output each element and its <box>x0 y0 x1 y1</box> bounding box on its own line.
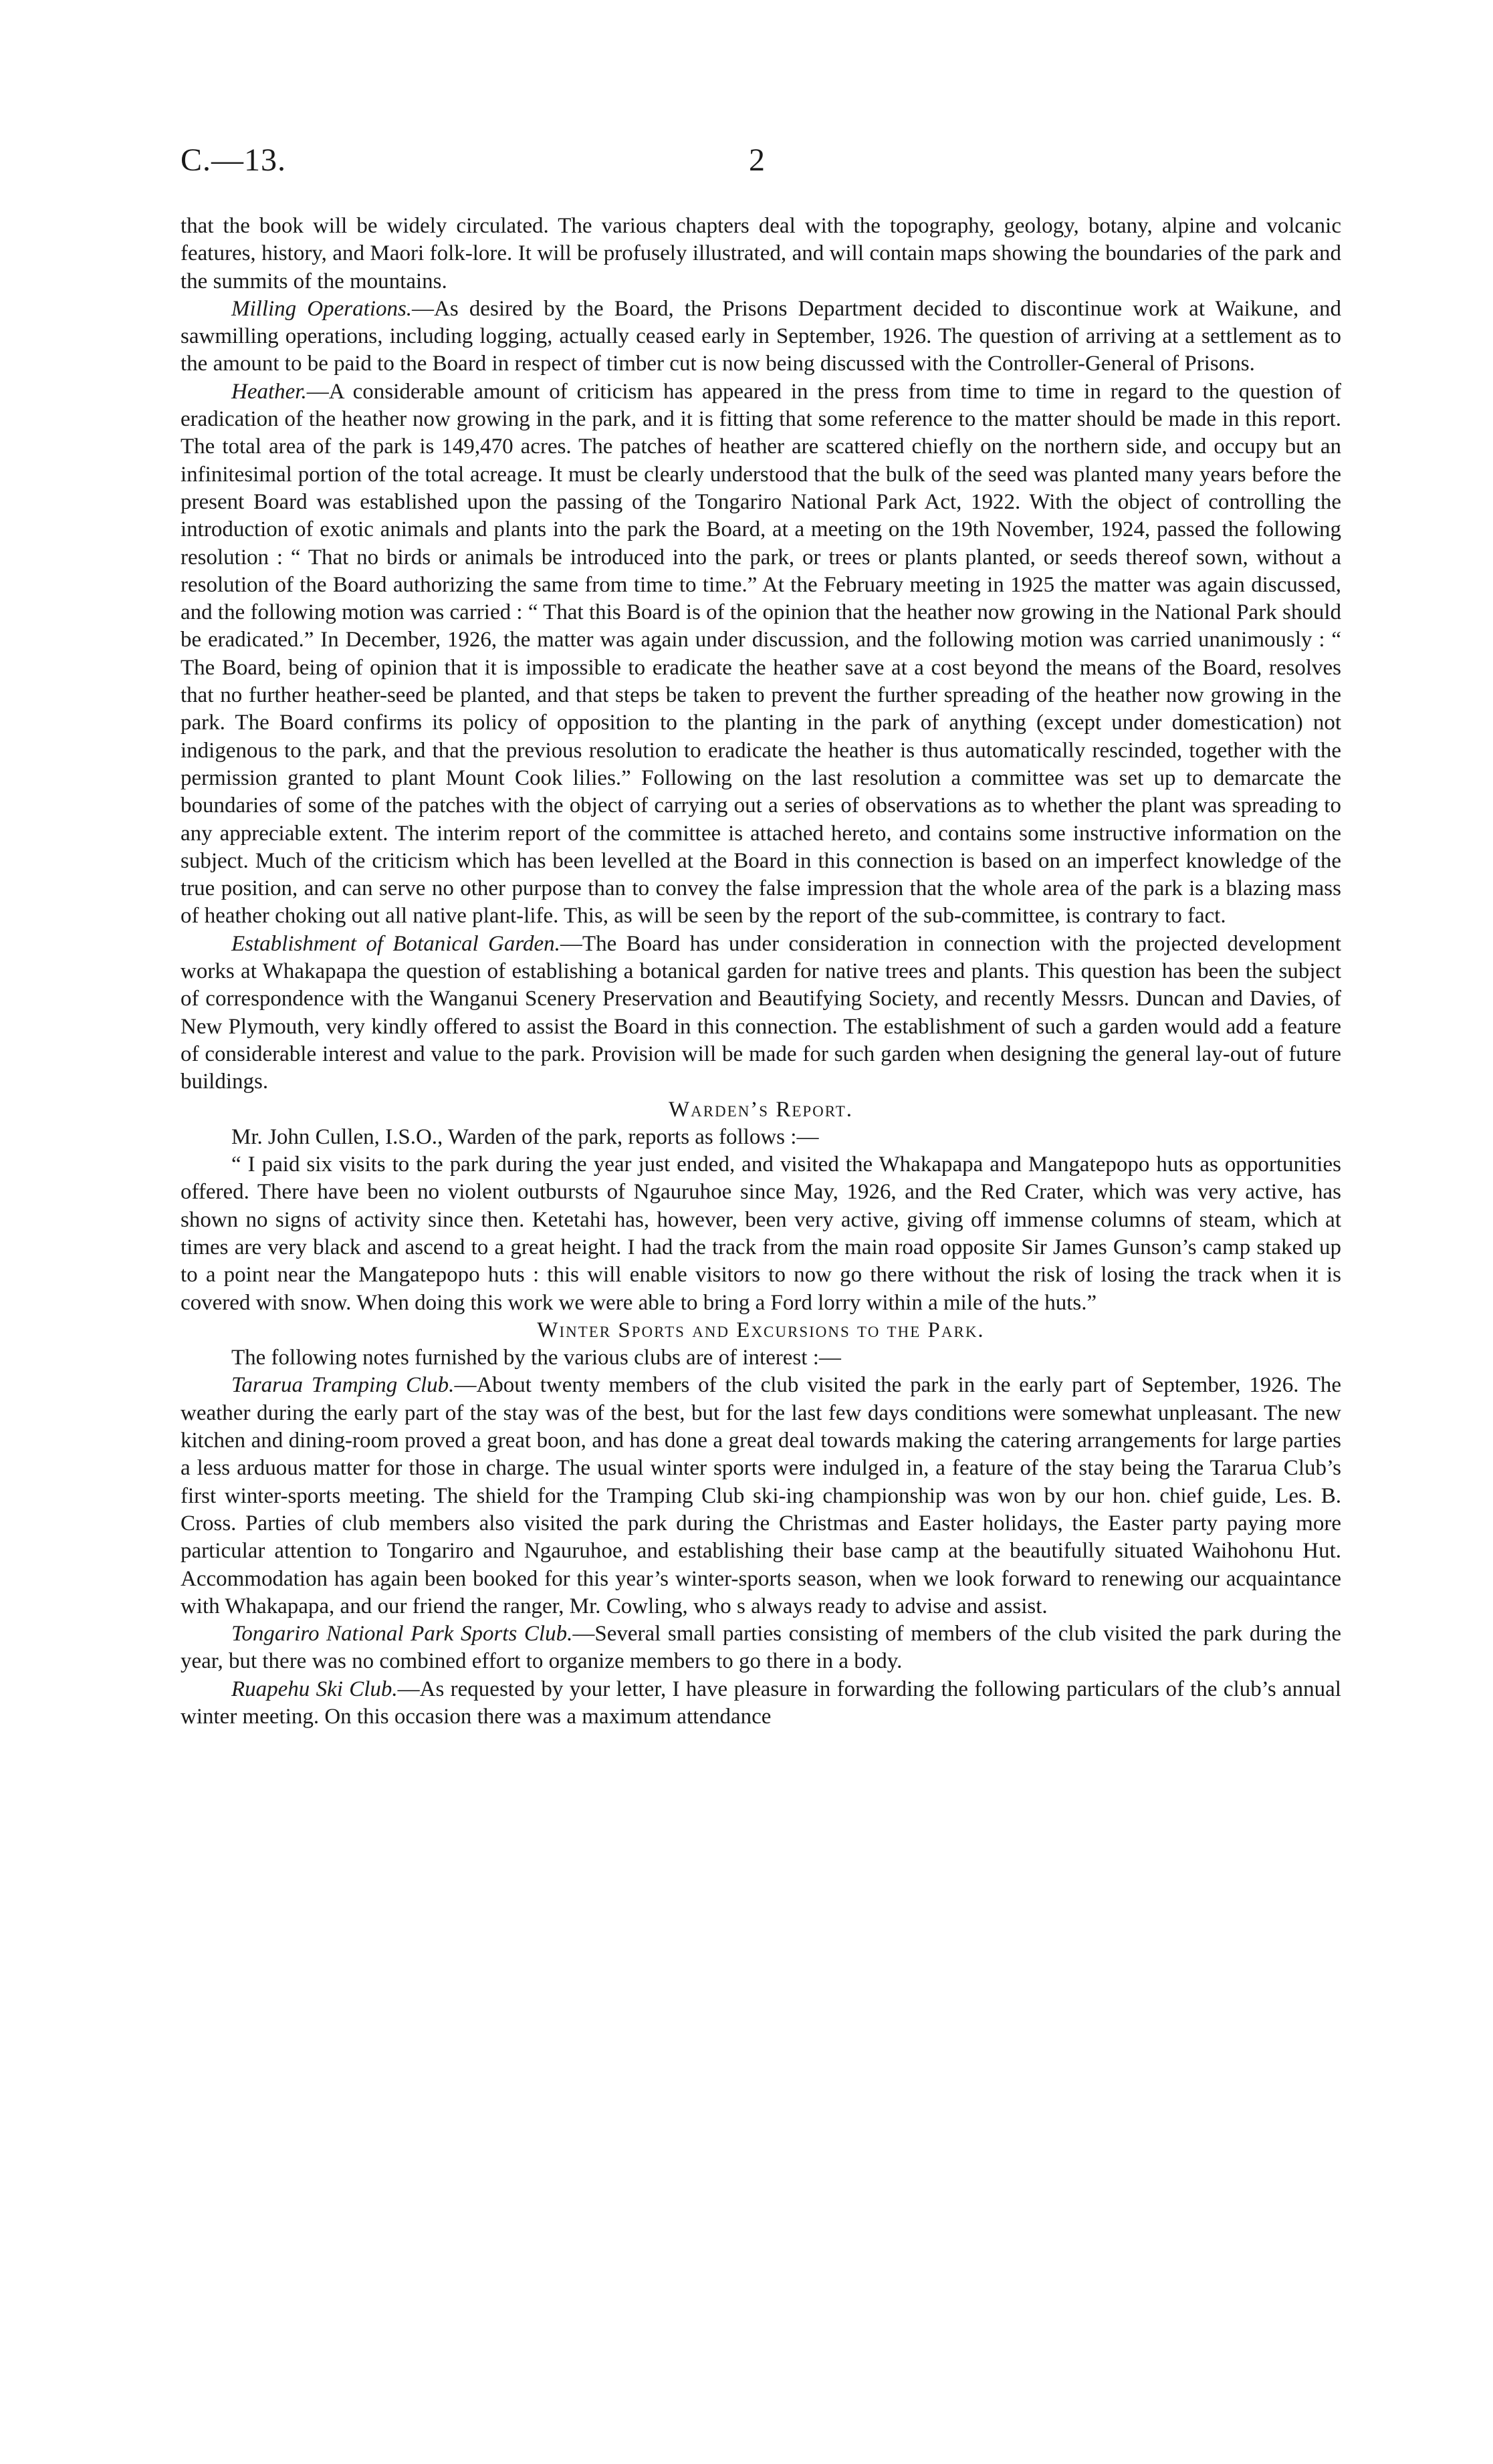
intro-text: that the book will be widely circulated. The various chapters deal with the topography, geology, botany, alpine and volcanic features, history, and Maori folk-lore. It will be profusely illustrated, and will contain maps showing the boundaries of the park and the summits of the mountains. <box>181 214 1341 293</box>
body-text <box>181 213 1341 1731</box>
tararua-text: —About twenty members of the club visited the park in the early part of September, 1926. The weather during the early part of the stay was of the best, but for the last few days conditions were somewhat unpleasant. The new kitchen and dining-room proved a great boon, and has done a great deal towards making the catering arrangements for large parties a less arduous matter for those in charge. The usual winter sports were indulged in, a feature of the stay being the Tararua Club’s first winter-sports meeting. The shield for the Tramping Club ski-ing championship was won by our hon. chief guide, Les. B. Cross. Parties of club members also visited the park during the Christmas and Easter holidays, the Easter party paying more particular attention to Tongariro and Ngauruhoe, and establishing their base camp at the beautifully situated Waihohonu Hut. Accommodation has again been booked for this year’s winter-sports season, when we look forward to renewing our acquaintance with Whakapapa, and our friend the ranger, Mr. Cowling, who s always ready to advise and assist. <box>181 1373 1341 1618</box>
milling-text: —As desired by the Board, the Prisons Department decided to discontinue work at Waikune, and sawmilling operations, including logging, actually ceased early in September, 1926. The question of arriving at a settlement as to the amount to be paid to the Board in respect of timber cut is now being discussed with the Controller-General of Prisons. <box>181 296 1342 376</box>
heather-paragraph <box>181 378 1341 931</box>
ruapehu-text: —As requested by your letter, I have pleasure in forwarding the following particulars of the club’s annual winter meeting. On this occasion there was a maximum attendance <box>181 1677 1341 1729</box>
page-header <box>181 142 1341 189</box>
heather-title: Heather. <box>231 379 307 404</box>
page-number: 2 <box>749 142 765 178</box>
tongariro-text: —Several small parties consisting of members of the club visited the park during the year, but there was no combined effort to organize members to go there in a body. <box>181 1622 1341 1674</box>
botanical-text: —The Board has under consideration in connection with the projected development works at Whakapapa the question of establishing a botanical garden for native trees and plants. This question has been the subject of correspondence with the Wanganui Scenery Preservation and Beautifying Society, and recently Messrs. Duncan and Davies, of New Plymouth, very kindly offered to assist the Board in this connection. The establishment of such a garden would add a feature of considerable interest and value to the park. Provision will be made for such garden when designing the general lay-out of future buildings. <box>181 931 1341 1094</box>
winter-intro: The following notes furnished by the various clubs are of interest :— <box>231 1346 841 1370</box>
tongariro-title: Tongariro National Park Sports Club. <box>231 1622 573 1646</box>
document-reference: C.—13. <box>181 142 287 178</box>
ruapehu-title: Ruapehu Ski Club. <box>231 1677 398 1701</box>
winter-heading: Winter Sports and Excursions to the Park. <box>537 1318 985 1342</box>
heather-text: —A considerable amount of criticism has appeared in the press from time to time in regard to the question of eradication of the heather now growing in the park, and it is fitting that some reference to the matter should be made in this report. The total area of the park is 149,470 acres. The patches of heather are scattered chiefly on the northern side, and occupy but an infinitesimal portion of the total acreage. It must be clearly understood that the bulk of the seed was planted many years before the present Board was established upon the passing of the Tongariro National Park Act, 1922. With the object of controlling the introduction of exotic animals and plants into the park the Board, at a meeting on the 19th November, 1924, passed the following resolution : “ That no birds or animals be introduced into the park, or trees or plants planted, or seeds thereof sown, without a resolution of the Board authorizing the same from time to time.” At the February meeting in 1925 the matter was again discussed, and the following motion was carried : “ That this Board is of the opinion that the heather now growing in the National Park should be eradicated.” In December, 1926, the matter was again under discussion, and the following motion was carried unanimously : “ The Board, being of opinion that it is impossible to eradicate the heather save at a cost beyond the means of the Board, resolves that no further heather-seed be planted, and that steps be taken to prevent the further spreading of the heather now growing in the park. The Board confirms its policy of opposition to the planting in the park of anything (except under domestication) not indigenous to the park, and that the previous resolution to eradicate the heather is thus automatically rescinded, together with the permission granted to plant Mount Cook lilies.” Following on the last resolution a committee was set up to demarcate the boundaries of some of the patches with the object of carrying out a series of observations as to whether the plant was spreading to any appreciable extent. The interim report of the committee is attached hereto, and contains some instructive information on the subject. Much of the criticism which has been levelled at the Board in this connection is based on an imperfect knowledge of the true position, and can serve no other purpose than to convey the false impression that the whole area of the park is a blazing mass of heather choking out all native plant-life. This, as will be seen by the report of the sub-committee, is contrary to fact. <box>181 379 1341 929</box>
tararua-title: Tararua Tramping Club. <box>231 1373 455 1398</box>
botanical-paragraph <box>181 931 1341 1096</box>
warden-intro: Mr. John Cullen, I.S.O., Warden of the park, reports as follows :— <box>231 1124 819 1149</box>
tongariro-paragraph <box>181 1620 1341 1676</box>
ruapehu-paragraph <box>181 1676 1341 1731</box>
intro-paragraph <box>181 213 1341 295</box>
warden-heading: Warden’s Report. <box>668 1097 854 1122</box>
warden-report: “ I paid six visits to the park during the year just ended, and visited the Whakapapa and Mangatepopo huts as opportunities offered. There have been no violent outbursts of Ngauruhoe since May, 1926, and the Red Crater, which was very active, has shown no signs of activity since then. Ketetahi has, however, been very active, giving off immense columns of steam, which at times are very black and ascend to a great height. I had the track from the main road opposite Sir James Gunson’s camp staked up to a point near the Mangatepopo huts : this will enable visitors to now go there without the risk of losing the track when it is covered with snow. When doing this work we were able to bring a Ford lorry within a mile of the huts.” <box>181 1152 1341 1315</box>
botanical-title: Establishment of Botanical Garden. <box>231 931 560 956</box>
milling-paragraph <box>181 295 1341 378</box>
tararua-paragraph <box>181 1372 1341 1620</box>
milling-title: Milling Operations. <box>231 296 413 321</box>
